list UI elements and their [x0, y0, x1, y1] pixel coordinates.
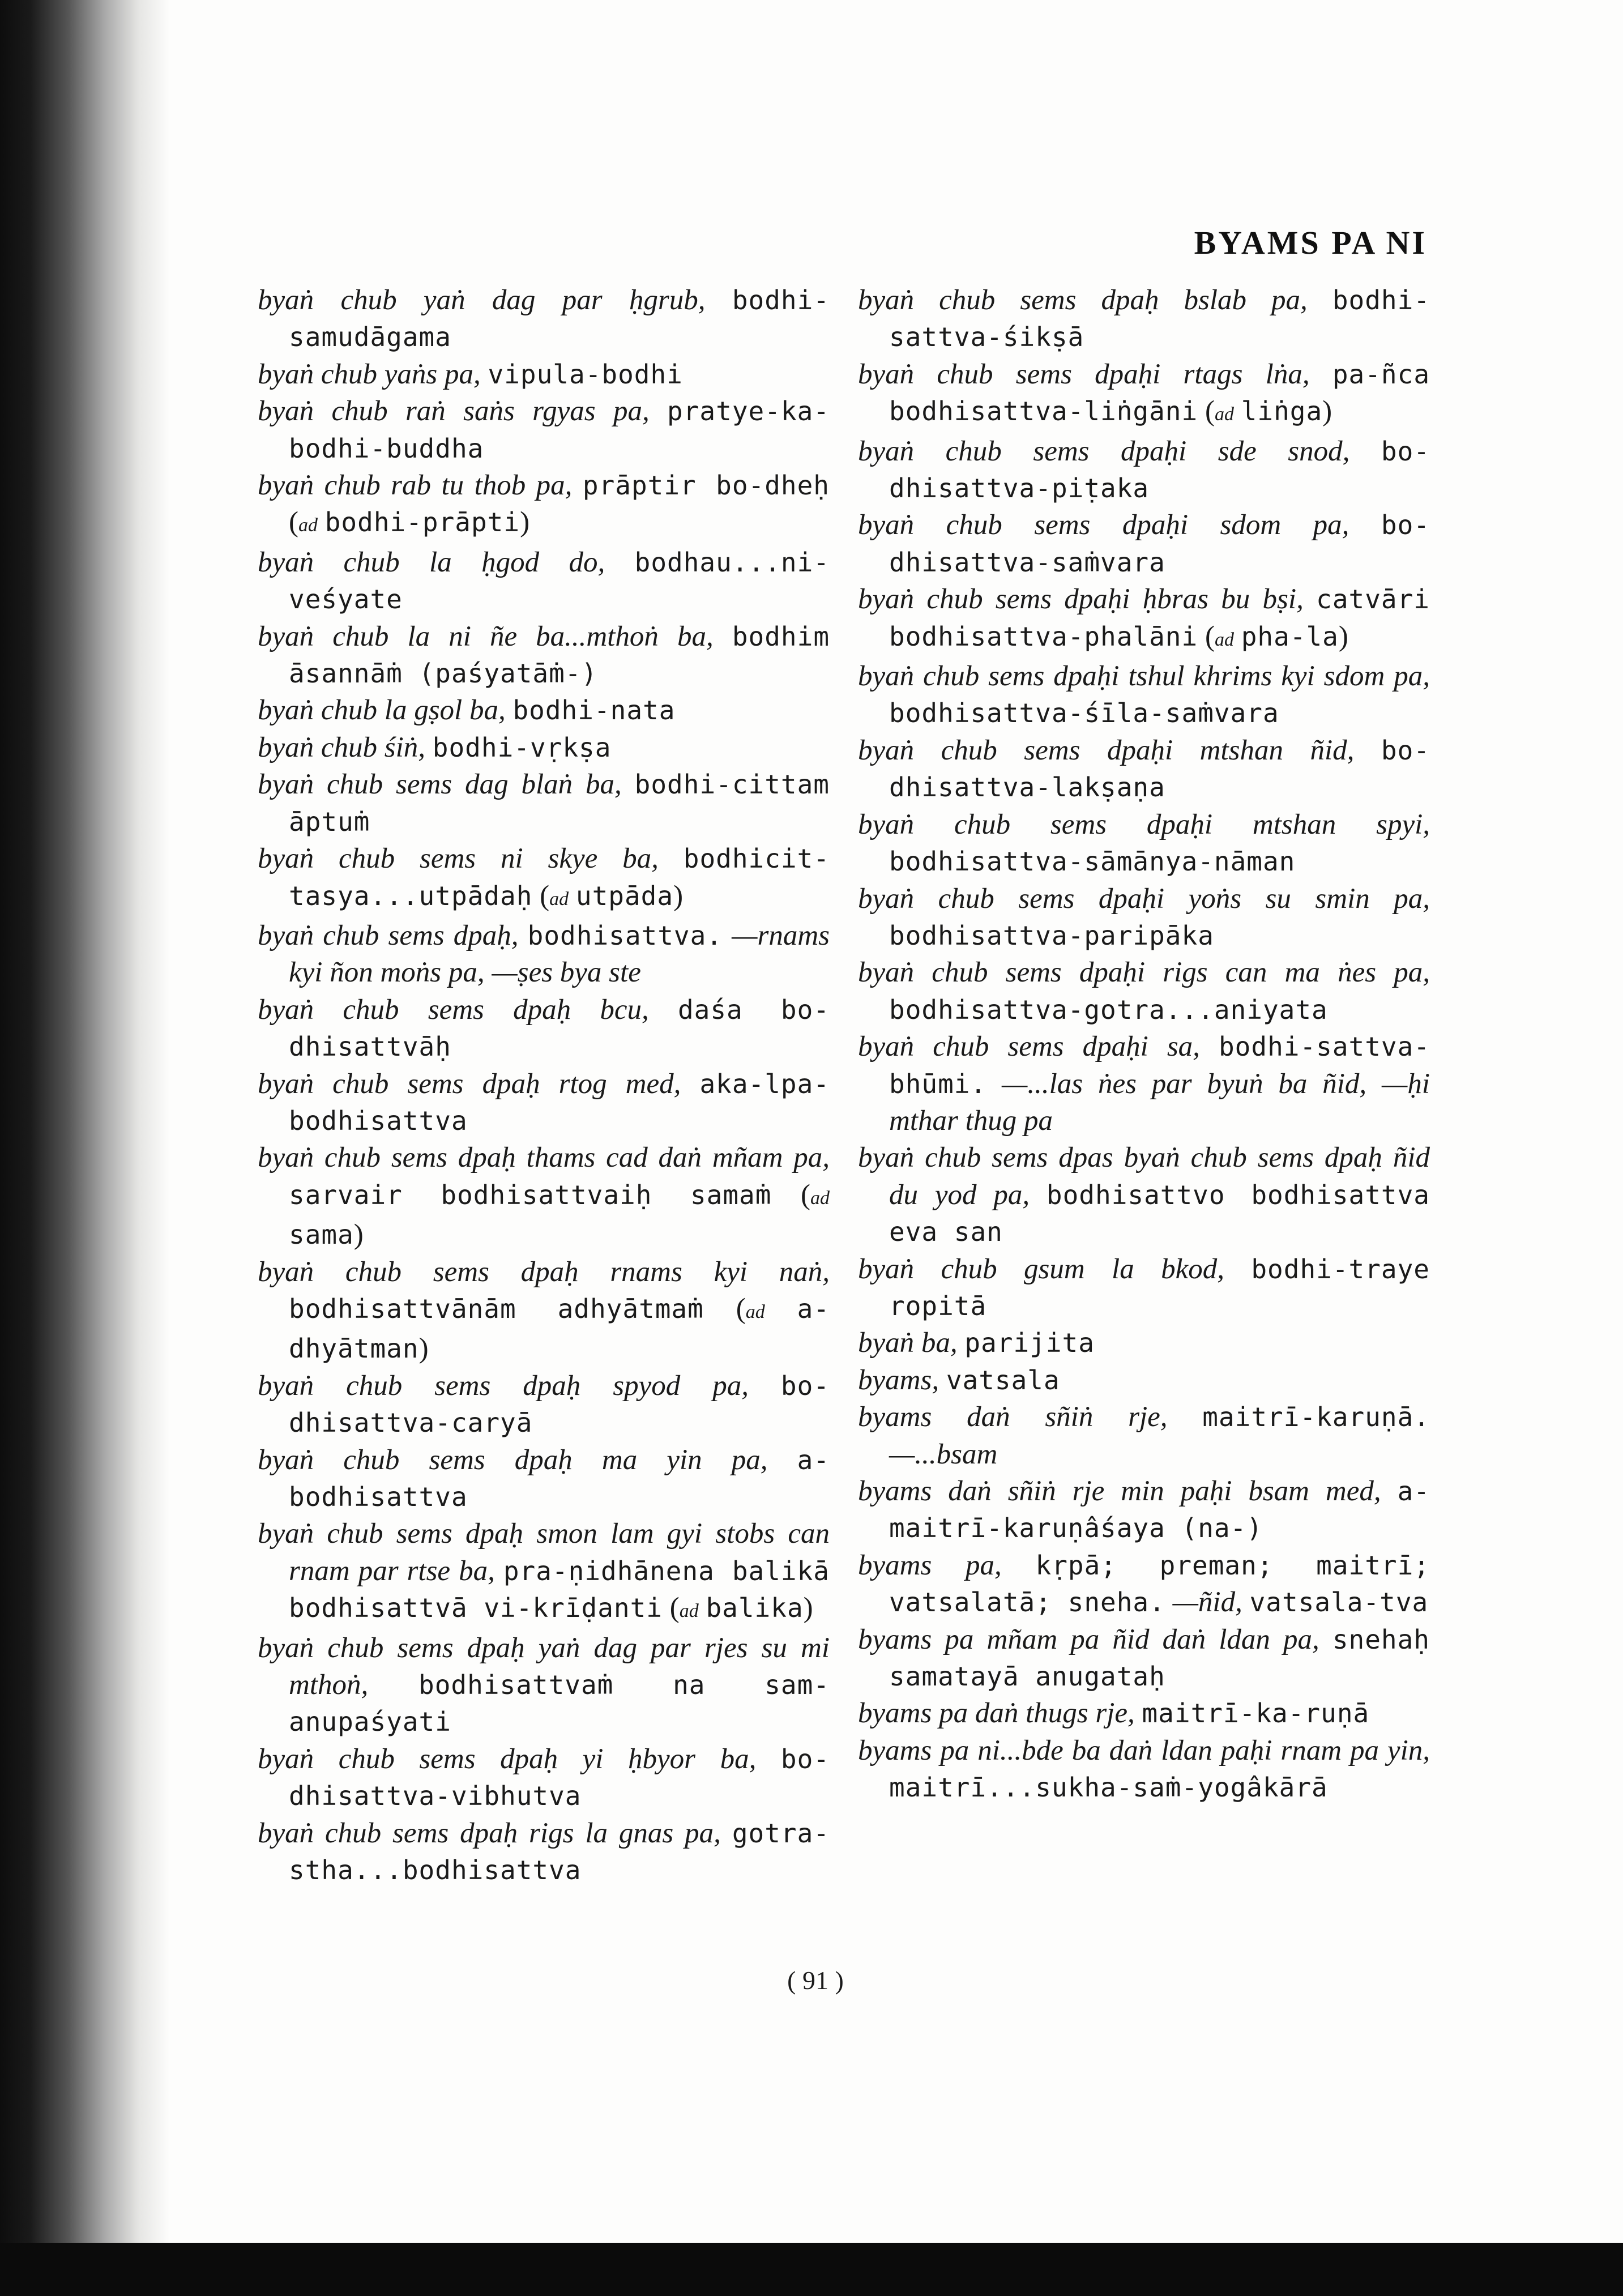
dictionary-entry [858, 1473, 1430, 1547]
tibetan-term: byaṅ chub sems dpaḥi rtags lṅa, [858, 358, 1310, 390]
dictionary-entry [258, 544, 830, 618]
tibetan-term: byams, [858, 1364, 939, 1396]
tibetan-term: byaṅ chub sems dpaḥ yi ḥbyor ba, [258, 1743, 757, 1775]
dictionary-entry: byaṅ chub sems dpaḥ rnams kyi naṅ, bodhisattvānām adhyātmaṁ (ad a-dhyātman) [258, 1256, 830, 1365]
dictionary-entry [258, 393, 830, 467]
dictionary-entry [858, 954, 1430, 1028]
tibetan-term: byaṅ chub rab tu thob pa, [258, 470, 573, 502]
sanskrit-equivalent: maitrī-ka-ruṇā [1142, 1698, 1370, 1729]
sanskrit-equivalent: bodhi-sattva-bhūmi. [889, 1031, 1430, 1099]
dictionary-entry [258, 618, 830, 693]
dictionary-entry [258, 1630, 830, 1741]
tibetan-term: byaṅ chub sems dpaḥ rtog med, [258, 1068, 681, 1100]
tibetan-term: byaṅ chub sems dpaḥ rigs la gnas pa, [258, 1817, 721, 1849]
sanskrit-equivalent: bodhisattvo bodhisattva eva san [889, 1179, 1430, 1248]
cross-reference-marker: ad [679, 1601, 699, 1622]
dictionary-entry [258, 1442, 830, 1516]
tibetan-term: byams pa ni...bde ba daṅ ldan paḥi rnam pa yin, [858, 1734, 1430, 1766]
sanskrit-equivalent: a-maitrī-karuṇâśaya (na-) [889, 1476, 1430, 1544]
dictionary-entry [258, 729, 830, 766]
tibetan-term: byaṅ chub sems dpaḥ, [258, 919, 519, 951]
sanskrit-equivalent: a-bodhisattva [289, 1444, 830, 1512]
cross-reference-marker: ad [1214, 629, 1234, 650]
cross-reference-marker: ad [745, 1301, 765, 1322]
sanskrit-equivalent: catvāri bodhisattva-phalāni [889, 584, 1430, 652]
cross-reference: balika [706, 1593, 804, 1624]
sanskrit-equivalent: bodhi-nata [512, 695, 676, 726]
dictionary-entry [258, 282, 830, 356]
tibetan-term: byams pa, [858, 1549, 1002, 1581]
dictionary-entry [858, 507, 1430, 581]
sanskrit-equivalent: maitrī...sukha-saṁ-yogâkārā [889, 1772, 1328, 1803]
sanskrit-equivalent: aka-lpa-bodhisattva [289, 1068, 830, 1136]
tibetan-term: byaṅ chub sems dpaḥ thams cad daṅ mñam pa, [258, 1142, 830, 1174]
sanskrit-equivalent: bodhi-vṛkṣa [432, 732, 612, 763]
sanskrit-equivalent: vipula-bodhi [488, 359, 683, 390]
dictionary-entry [858, 1547, 1430, 1621]
sanskrit-equivalent: vatsala [946, 1364, 1060, 1395]
sanskrit-equivalent: pa-ñca bodhisattva-liṅgāni [889, 359, 1430, 427]
sanskrit-equivalent: kṛpā; preman; maitrī; vatsalatā; sneha. [889, 1550, 1430, 1618]
cross-reference: bodhi-prāpti [324, 507, 520, 538]
tibetan-term: byaṅ chub sems dpaḥi rigs can ma ṅes pa, [858, 957, 1430, 989]
sanskrit-equivalent: bodhi-sattva-śikṣā [889, 285, 1430, 353]
sanskrit-equivalent: bodhi-cittam āptuṁ [289, 769, 830, 837]
tibetan-term: byaṅ chub sems dpaḥ bcu, [258, 993, 649, 1026]
sub-entry-sanskrit: vatsala-tva [1249, 1587, 1429, 1618]
dictionary-entry: byaṅ chub sems dpaḥi ḥbras bu bṣi, catvāri bodhisattva-phalāni (ad pha-la) [858, 583, 1430, 652]
sanskrit-equivalent: bodhau...ni-veśyate [289, 547, 830, 615]
tibetan-term: byaṅ chub śiṅ, [258, 731, 426, 763]
tibetan-term: byaṅ chub yaṅ dag par ḥgrub, [258, 284, 706, 316]
dictionary-entry [858, 881, 1430, 955]
sanskrit-equivalent: bodhisattvaṁ na sam-anupaśyati [289, 1670, 830, 1738]
dictionary-entry [258, 1066, 830, 1140]
sub-entry: —...bsam [889, 1438, 998, 1470]
tibetan-term: byaṅ chub sems dag blaṅ ba, [258, 769, 622, 801]
dictionary-entry [258, 1368, 830, 1442]
tibetan-term: byaṅ chub la ni ñe ba...mthoṅ ba, [258, 620, 714, 652]
sanskrit-equivalent: bo-dhisattva-caryā [289, 1370, 830, 1439]
sanskrit-equivalent: bodhisattva-gotra...aniyata [889, 994, 1328, 1025]
tibetan-term: byaṅ chub la gṣol ba, [258, 694, 506, 727]
tibetan-term: byaṅ chub raṅ saṅs rgyas pa, [258, 395, 650, 428]
tibetan-term: byams pa daṅ thugs rje, [858, 1697, 1135, 1730]
running-header: BYAMS PA NI [1194, 224, 1427, 261]
dictionary-entry [858, 1621, 1430, 1696]
dictionary-entry [858, 1362, 1430, 1399]
sanskrit-equivalent: sarvair bodhisattvaiḥ samaṁ [289, 1179, 772, 1210]
dictionary-entry: byaṅ chub rab tu thob pa, prāptir bo-dheḥ (ad bodhi-prāpti) [258, 470, 830, 539]
sub-entry: —...las ṅes par byuṅ ba ñid, —ḥi mthar thug pa [889, 1068, 1430, 1137]
tibetan-term: byaṅ chub sems dpaḥi sde snod, [858, 435, 1350, 467]
tibetan-term: byaṅ chub sems dpaḥ spyod pa, [258, 1369, 749, 1402]
sanskrit-equivalent: bo-dhisattva-vibhutva [289, 1743, 830, 1812]
sanskrit-equivalent: bo-dhisattva-saṁvara [889, 510, 1430, 578]
sanskrit-equivalent: snehaḥ samatayā anugataḥ [889, 1624, 1430, 1692]
cross-reference: utpāda [575, 880, 674, 911]
cross-reference: a-dhyātman [289, 1293, 830, 1364]
cross-reference-marker: ad [810, 1187, 830, 1209]
left-column [258, 282, 830, 1889]
tibetan-term: byaṅ chub sems dpaḥi sdom pa, [858, 509, 1349, 541]
tibetan-term: byaṅ chub sems dpaḥ bslab pa, [858, 284, 1308, 316]
dictionary-entry [858, 806, 1430, 881]
dictionary-entry: byaṅ chub sems dpaḥ thams cad daṅ mñam pa, sarvair bodhisattvaiḥ samaṁ (ad sama) [258, 1142, 830, 1251]
dictionary-entry [258, 1741, 830, 1815]
sanskrit-equivalent: bo-dhisattva-lakṣaṇa [889, 735, 1430, 803]
dictionary-entry: byaṅ chub sems dpaḥi rtags lṅa, pa-ñca bodhisattva-liṅgāni (ad liṅga) [858, 358, 1430, 428]
sanskrit-equivalent: bodhi-samudāgama [289, 285, 830, 353]
scan-shadow-bottom [0, 2243, 1623, 2296]
cross-reference: sama [289, 1219, 354, 1251]
tibetan-term: byaṅ chub sems dpaḥ yaṅ dag par rjes su mi mthoṅ, [258, 1632, 830, 1701]
sanskrit-equivalent: bodhisattva-śīla-saṁvara [889, 698, 1279, 729]
dictionary-entry [858, 1140, 1430, 1251]
tibetan-term: byaṅ chub gsum la bkod, [858, 1253, 1224, 1285]
sanskrit-equivalent: bodhisattva-paripāka [889, 920, 1214, 951]
sub-entry: —rnams kyi ñon moṅs pa, —ṣes bya ste [289, 919, 830, 989]
tibetan-term: byaṅ chub sems dpaḥi ḥbras bu bṣi, [858, 583, 1304, 616]
sanskrit-equivalent: gotra-stha...bodhisattva [289, 1817, 830, 1886]
cross-reference: liṅga [1241, 396, 1323, 427]
sub-entry: —ñid, [1172, 1586, 1242, 1619]
sanskrit-equivalent: bodhi-traye ropitā [889, 1253, 1430, 1321]
tibetan-term: byaṅ chub sems dpaḥ smon lam gyi stobs can rnam par rtse ba, [258, 1518, 830, 1587]
sanskrit-equivalent: bodhisattvānām adhyātmaṁ [289, 1293, 704, 1324]
tibetan-term: byaṅ ba, [858, 1327, 958, 1359]
sanskrit-equivalent: prāptir bo-dheḥ [582, 470, 830, 501]
dictionary-entry [858, 658, 1430, 732]
tibetan-term: byaṅ chub sems dpaḥ rnams kyi naṅ, [258, 1256, 830, 1288]
sanskrit-equivalent: pratye-ka-bodhi-buddha [289, 396, 830, 464]
page-number: ( 91 ) [787, 1966, 844, 1995]
sanskrit-equivalent: bodhim āsannāṁ (paśyatāṁ-) [289, 621, 830, 689]
tibetan-term: byams pa mñam pa ñid daṅ ldan pa, [858, 1623, 1319, 1655]
dictionary-entry [858, 1028, 1430, 1140]
cross-reference-marker: ad [298, 515, 318, 536]
scan-shadow-left [0, 0, 170, 2243]
tibetan-term: byaṅ chub sems dpaḥi mtshan spyi, [858, 808, 1430, 840]
sanskrit-equivalent: parijita [964, 1328, 1095, 1359]
tibetan-term: byaṅ chub yaṅs pa, [258, 358, 481, 390]
dictionary-entry [858, 1325, 1430, 1362]
tibetan-term: byaṅ chub sems dpaḥi sa, [858, 1031, 1200, 1063]
sanskrit-equivalent: bo-dhisattva-piṭaka [889, 436, 1430, 504]
sanskrit-equivalent: pra-ṇidhānena balikā bodhisattvā vi-krīḍanti [289, 1555, 830, 1624]
tibetan-term: byaṅ chub sems dpaḥ ma yin pa, [258, 1444, 768, 1476]
cross-reference: pha-la [1241, 621, 1339, 652]
tibetan-term: byaṅ chub sems dpaḥi yoṅs su smin pa, [858, 882, 1430, 915]
cross-reference-marker: ad [549, 888, 569, 910]
dictionary-entry [258, 992, 830, 1066]
tibetan-term: byams daṅ sñiṅ rje, [858, 1401, 1168, 1433]
tibetan-term: byaṅ chub sems dpas byaṅ chub sems dpaḥ ñid du yod pa, [858, 1142, 1430, 1211]
sanskrit-equivalent: bodhicit-tasya...utpādaḥ [289, 843, 830, 911]
dictionary-entry [858, 282, 1430, 356]
dictionary-entry [258, 766, 830, 840]
tibetan-term: byaṅ chub la ḥgod do, [258, 546, 605, 578]
cross-reference-marker: ad [1214, 404, 1234, 425]
dictionary-entry [858, 1251, 1430, 1325]
dictionary-entry [258, 356, 830, 393]
sanskrit-equivalent: bodhisattva. [527, 920, 723, 951]
dictionary-entry [858, 732, 1430, 806]
tibetan-term: byams daṅ sñiṅ rje min paḥi bsam med, [858, 1475, 1381, 1507]
dictionary-entry [858, 433, 1430, 507]
dictionary-entry [258, 692, 830, 729]
sanskrit-equivalent: bodhisattva-sāmānya-nāman [889, 846, 1296, 877]
dictionary-entry: byaṅ chub sems ni skye ba, bodhicit-tasya...utpādaḥ (ad utpāda) [258, 843, 830, 912]
dictionary-entry: byaṅ chub sems dpaḥ smon lam gyi stobs can rnam par rtse ba, pra-ṇidhānena balikā bodhisattvā vi-krīḍanti (ad balika) [258, 1518, 830, 1624]
tibetan-term: byaṅ chub sems dpaḥi tshul khrims kyi sdom pa, [858, 660, 1430, 693]
dictionary-entry [258, 1815, 830, 1889]
tibetan-term: byaṅ chub sems ni skye ba, [258, 843, 659, 875]
sanskrit-equivalent: maitrī-karuṇā. [1202, 1402, 1430, 1433]
right-column [858, 282, 1430, 1807]
dictionary-entry [258, 917, 830, 992]
dictionary-entry [858, 1732, 1430, 1807]
dictionary-entry [858, 1399, 1430, 1473]
tibetan-term: byaṅ chub sems dpaḥi mtshan ñid, [858, 734, 1355, 766]
sanskrit-equivalent: daśa bo-dhisattvāḥ [289, 994, 830, 1062]
dictionary-entry [858, 1695, 1430, 1732]
